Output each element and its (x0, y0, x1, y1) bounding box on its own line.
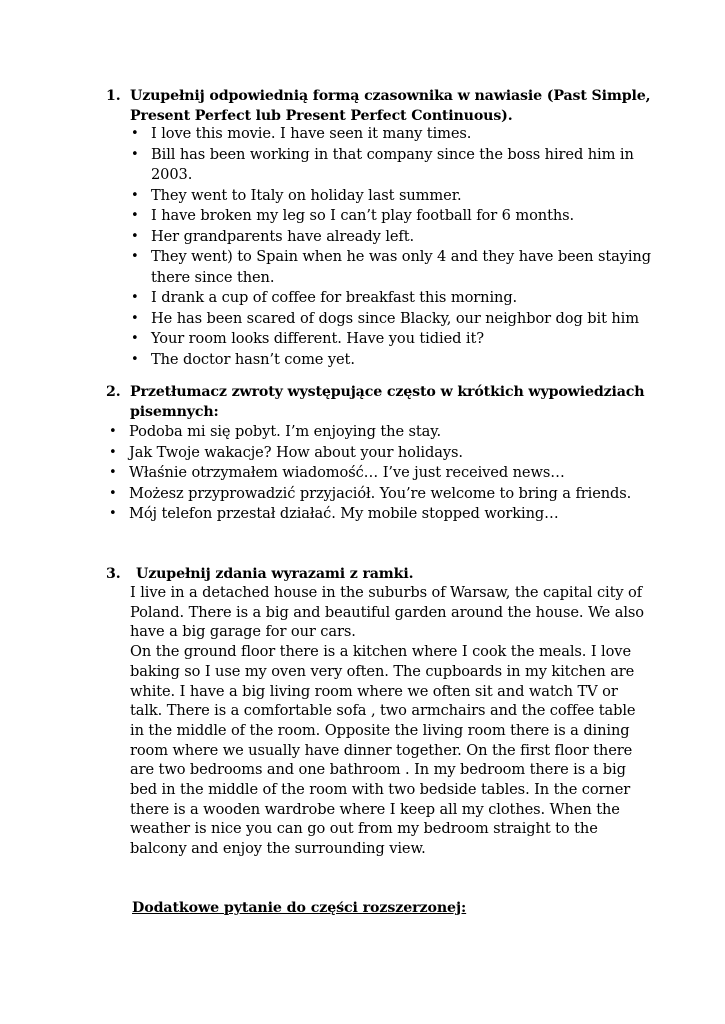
bullet-icon: • (131, 331, 139, 346)
section-3-text (130, 583, 650, 859)
list-item (131, 288, 671, 309)
section-2-number: 2. (106, 384, 121, 400)
list-item (109, 484, 689, 505)
bullet-icon: • (131, 351, 139, 367)
section-2-title-line-1: Przetłumacz zwroty występujące często w krótkich wypowiedziach (130, 384, 645, 400)
paragraph: On the ground floor there is a kitchen where I cook the meals. I love baking so I use my oven very often. The cupboards in my kitchen are white. I have a big living room where we often sit and watch TV or talk. There is a comfortable sofa , two armchairs and the coffee table in the middle of the room. Opposite the living room there is a dining room where we usually have dinner together. On the first floor there are two bedrooms and one bathroom . In my bedroom there is a big bed in the middle of the room with two bedside tables. In the corner there is a wooden wardrobe where I keep all my clothes. When the weather is nice you can go out from my bedroom straight to the balcony and enjoy the surrounding view. (130, 643, 636, 858)
bullet-icon: • (109, 485, 117, 501)
bullet-icon: • (131, 228, 139, 244)
section-3-heading (108, 564, 668, 584)
list-item-text: I have broken my leg so I can’t play football for 6 months. (151, 207, 575, 224)
bullet-icon: • (131, 187, 139, 203)
list-item (131, 227, 671, 248)
list-item-text: Właśnie otrzymałem wiadomość… I’ve just received news… (129, 464, 565, 481)
list-item (131, 329, 671, 350)
list-item-text: They went to Italy on holiday last summer. (151, 186, 462, 204)
list-item-text: He has been scared of dogs since Blacky, our neighbor dog bit him (151, 309, 639, 327)
section-3-title: Uzupełnij zdania wyrazami z ramki. (136, 566, 414, 582)
list-item-text: I drank a cup of coffee for breakfast this morning. (151, 289, 518, 306)
list-item (131, 145, 671, 186)
list-item (131, 309, 671, 330)
section-2-heading (108, 382, 668, 422)
extra-question-heading: Dodatkowe pytanie do części rozszerzonej: (132, 900, 467, 916)
list-item (131, 350, 671, 371)
bullet-icon: • (109, 444, 117, 460)
bullet-icon: • (109, 465, 117, 480)
section-1-list (131, 124, 671, 370)
bullet-icon: • (109, 506, 117, 521)
list-item (131, 206, 671, 227)
list-item-text: Your room looks different. Have you tidied it? (151, 330, 484, 347)
list-item (109, 504, 689, 525)
paragraph: I live in a detached house in the suburbs of Warsaw, the capital city of Poland. There is a big and beautiful garden around the house. We also have a big garage for our cars. (130, 584, 644, 641)
section-1-number: 1. (106, 88, 121, 104)
list-item (131, 247, 671, 288)
list-item-text: I love this movie. I have seen it many times. (151, 125, 472, 142)
section-3-number: 3. (106, 566, 121, 582)
bullet-icon: • (131, 126, 139, 141)
list-item-text: Her grandparents have already left. (151, 227, 415, 245)
list-item-text: The doctor hasn’t come yet. (151, 350, 355, 368)
bullet-icon: • (131, 146, 139, 162)
list-item-text: Bill has been working in that company since the boss hired him in 2003. (151, 145, 634, 183)
list-item-text: Mój telefon przestał działać. My mobile stopped working… (129, 505, 559, 522)
list-item (109, 422, 689, 443)
bullet-icon: • (109, 424, 117, 439)
list-item (131, 124, 671, 145)
list-item-text: Jak Twoje wakacje? How about your holidays. (129, 443, 463, 461)
section-2-list (109, 422, 689, 525)
bullet-icon: • (131, 290, 139, 305)
section-1-heading (108, 86, 668, 126)
bullet-icon: • (131, 208, 139, 223)
bullet-icon: • (131, 249, 139, 264)
section-1-title-line-2: Present Perfect lub Present Perfect Continuous). (130, 108, 513, 124)
section-2-title-line-2: pisemnych: (130, 404, 219, 420)
list-item (109, 443, 689, 464)
list-item (109, 463, 689, 484)
list-item (131, 186, 671, 207)
section-1-title-line-1: Uzupełnij odpowiednią formą czasownika w nawiasie (Past Simple, (130, 88, 651, 104)
list-item-text: Możesz przyprowadzić przyjaciół. You’re welcome to bring a friends. (129, 484, 632, 502)
bullet-icon: • (131, 310, 139, 326)
list-item-text: They went) to Spain when he was only 4 and they have been staying there since then. (151, 248, 651, 286)
list-item-text: Podoba mi się pobyt. I’m enjoying the stay. (129, 423, 442, 440)
